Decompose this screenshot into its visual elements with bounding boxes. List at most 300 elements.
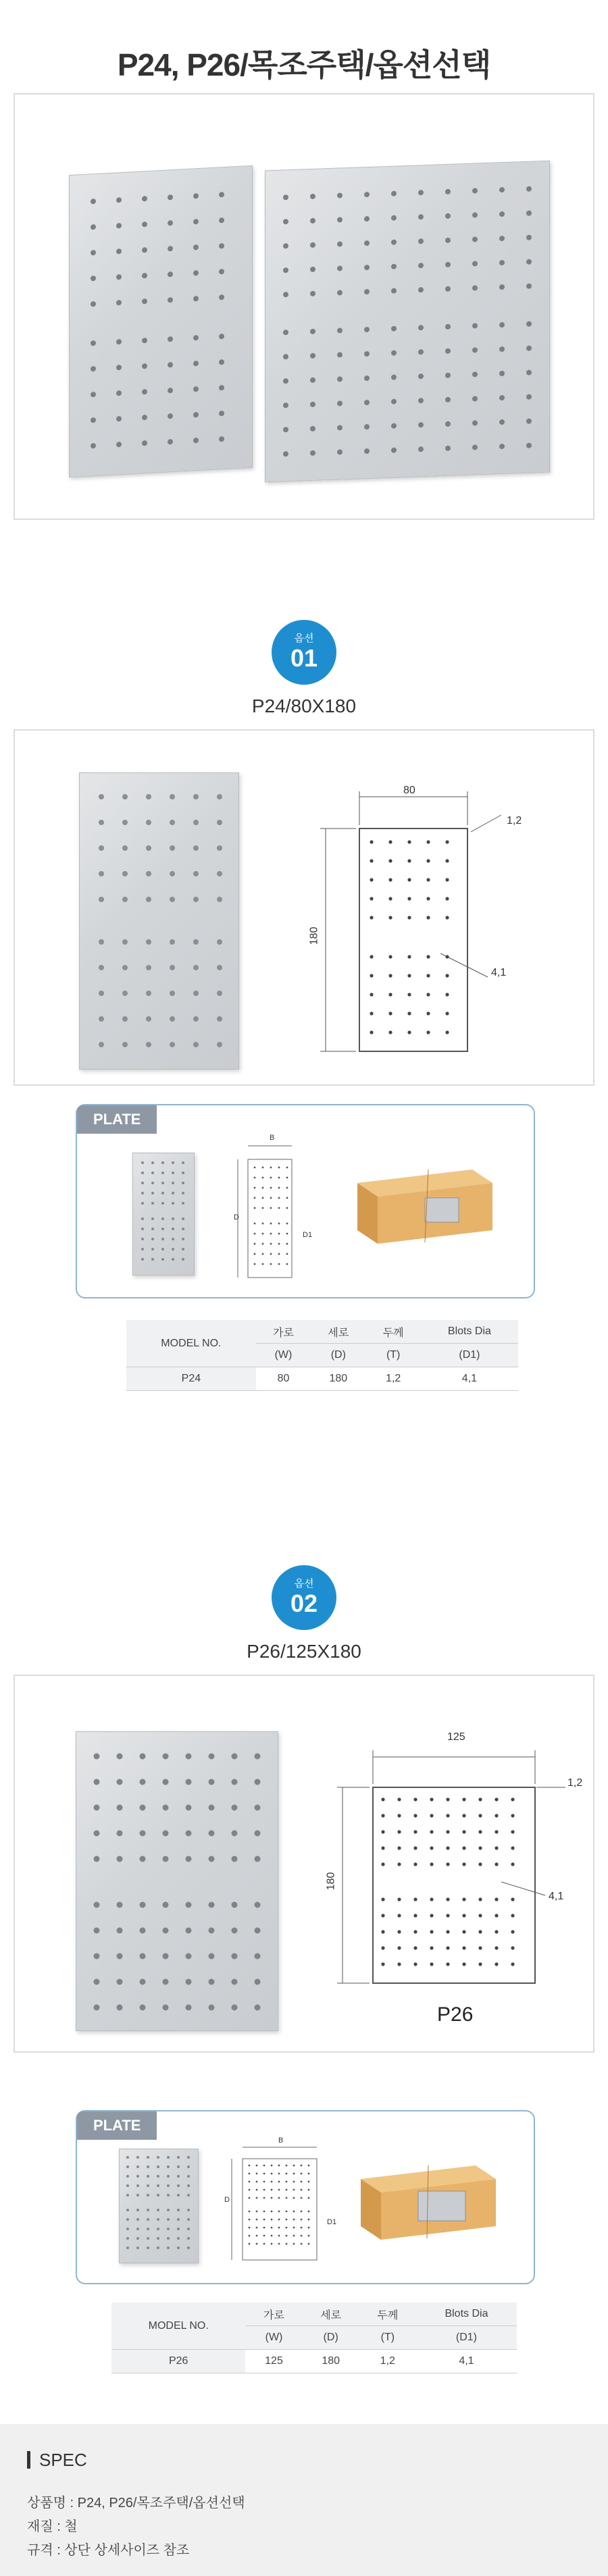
plate-hole [308,2227,310,2229]
plate-hole [370,916,373,919]
plate-hole [254,1223,256,1225]
plate-hole [391,240,397,245]
plate-hole [136,2246,139,2249]
plate-hole [161,1217,164,1220]
plate-hole [193,1016,199,1022]
plate-holes [133,1153,194,1275]
plate-hole [337,449,343,454]
plate-hole [388,897,392,900]
plate-hole [142,247,147,253]
plate-hole [370,840,373,843]
plate-hole [397,1946,401,1949]
plate-hole [249,2173,251,2175]
plate-hole [141,1238,144,1240]
plate-hole [388,840,392,843]
plate-hole [278,1187,280,1189]
plate-hole [142,389,147,394]
plate-hole [126,2175,129,2178]
plate-hole [426,916,430,919]
plate-hole [217,1016,222,1022]
plate-hole [126,2156,129,2159]
mini-technical-drawing [222,2135,324,2270]
plate-hole [254,1187,256,1189]
plate-hole [167,2237,170,2240]
spec-line-product: 상품명 : P24, P26/목조주택/옵션선택 [27,2496,245,2511]
plate-hole [445,878,449,881]
plate-hole [116,339,122,344]
plate-hole [445,897,449,900]
plate-hole [193,1042,199,1047]
plate-hole [186,1902,192,1908]
plate-hole [430,1830,433,1833]
plate-hole [193,991,199,996]
plate-hole [256,2211,258,2213]
plate-hole [170,1042,175,1047]
plate-hole [526,370,532,375]
plate-hole [499,211,505,217]
plate-hole [116,248,122,254]
wood-joint-illustration [347,2152,509,2253]
plate-p24-photo [69,165,253,477]
plate-hole [397,1962,401,1966]
plate-hole [413,1962,417,1966]
plate-hole [172,1248,174,1251]
plate-hole [122,794,128,799]
plate-hole [193,361,199,366]
plate-hole [182,1258,184,1261]
plate-hole [262,1177,264,1179]
plate-hole [388,1030,392,1034]
plate-holes [76,1732,278,2030]
plate-hole [116,223,122,228]
plate-hole [147,2209,149,2211]
plate-hole [364,448,370,454]
plate-hole [99,820,104,825]
plate-hole [308,2211,310,2213]
plate-hole [418,190,424,195]
plate-hole [278,2219,280,2221]
plate-hole [151,1161,154,1164]
badge-small-text: 옵션 [294,1578,314,1589]
plate-hole [232,1902,238,1908]
plate-hole [397,1930,401,1933]
plate-hole [286,1263,288,1265]
plate-hole [163,1953,169,1960]
plate-hole [172,1182,174,1184]
option-02-badge [272,1565,336,1630]
plate-hole [462,1962,465,1966]
table-row [126,1367,518,1391]
plate-hole [163,1831,169,1837]
plate-hole [91,443,96,448]
plate-hole [446,1846,449,1849]
plate-hole [163,1979,169,1985]
plate-hole [283,378,288,384]
plate-hole [117,1779,123,1785]
plate-hole [151,1228,154,1230]
plate-hole [193,193,199,199]
plate-hole [193,794,199,799]
plate-hole [495,1930,498,1933]
table-cell: 1,2 [359,2350,416,2373]
plate-hole [495,1846,498,1849]
plate-hole [286,1233,288,1235]
plate-hole [99,1016,104,1022]
plate-hole [310,377,315,383]
plate-hole [219,217,224,223]
plate-hole [495,1830,498,1833]
plate-hole [170,845,175,851]
plate-hole [511,1930,514,1933]
plate-hole [278,2165,280,2167]
plate-hole [283,451,288,456]
mini-dim-d1: D1 [327,2218,337,2226]
plate-hole [370,1030,373,1034]
plate-hole [256,2219,258,2221]
plate-hole [270,1243,272,1245]
plate-hole [301,2219,303,2221]
plate-hole [426,974,430,977]
plate-hole [286,2235,288,2237]
plate-hole [232,1953,238,1960]
table-header-bolt: Blots Dia [416,2303,517,2326]
plate-hole [217,820,222,825]
plate-hole [91,275,96,281]
plate-hole [126,2228,129,2230]
plate-hole [157,2175,159,2178]
plate-hole [172,1258,174,1261]
plate-hole [186,1754,192,1760]
plate-hole [418,398,424,403]
plate-hole [117,1805,123,1811]
plate-hole [270,1167,272,1169]
plate-hole [472,347,478,352]
plate-hole [263,2235,265,2237]
option-02-label: P26/125X180 [247,1641,361,1662]
plate-hole [172,1161,174,1164]
plate-hole [187,2184,190,2187]
plate-hole [219,334,224,339]
plate-hole [418,373,424,379]
table-cell: 1,2 [366,1367,421,1391]
plate-hole [286,2211,288,2213]
plate-hole [249,2165,251,2167]
plate-hole [270,1233,272,1235]
plate-hole [219,411,224,416]
plate-hole [170,897,175,902]
plate-hole [308,2197,310,2199]
plate-hole [499,346,505,352]
plate-holes [70,166,252,477]
plate-hole [426,878,430,881]
plate-hole [122,991,128,996]
plate-hole [256,2243,258,2245]
plate-hole [147,2156,149,2159]
plate-hole [271,2165,273,2167]
plate-hole [262,1207,264,1209]
plate-hole [397,1862,401,1866]
plate-hole [117,1979,123,1985]
badge-number: 02 [290,1589,318,1617]
plate-hole [472,323,478,328]
plate-hole [495,1946,498,1949]
plate-hole [182,1161,184,1164]
plate-hole [163,2005,169,2011]
plate-hole [426,897,430,900]
plate-hole [161,1228,164,1230]
plate-hole [511,1946,514,1949]
plate-hole [193,897,199,902]
plate-hole [388,955,392,958]
plate-hole [301,2211,303,2213]
plate-hole [478,1930,482,1933]
plate-hole [91,366,96,371]
plate-hole [168,413,173,419]
hero-image-frame [14,93,594,520]
plate-hole [364,289,370,294]
plate-hole [472,261,478,266]
plate-hole [255,2005,261,2011]
plate-hole [142,363,147,369]
plate-hole [117,1953,123,1960]
plate-hole [495,1862,498,1866]
plate-p24-photo [79,772,239,1070]
plate-hole [193,845,199,851]
plate-hole [147,2246,149,2249]
plate-hole [283,427,288,432]
plate-hole [249,2243,251,2245]
plate-hole [91,392,96,397]
plate-hole [278,1167,280,1169]
plate-hole [136,2156,139,2159]
plate-hole [337,241,343,246]
plate-hole [337,425,343,430]
plate-hole [136,2237,139,2240]
plate-hole [122,965,128,970]
plate-hole [445,397,451,402]
plate-hole [167,2194,170,2197]
plate-hole [418,422,424,427]
plate-hole [232,1979,238,1985]
plate-holes [80,773,238,1069]
plate-hole [407,878,411,881]
plate-hole [278,1223,280,1225]
plate-hole [495,1897,498,1901]
plate-hole [167,2175,170,2178]
plate-hole [219,192,224,197]
plate-hole [278,2181,280,2183]
plate-hole [147,2184,149,2187]
plate-hole [256,2235,258,2237]
plate-hole [262,1263,264,1265]
plate-hole [426,1011,430,1015]
plate-hole [186,1779,192,1785]
plate-hole [177,2156,180,2159]
plate-hole [397,1897,401,1901]
plate-hole [209,1928,215,1934]
plate-hole [388,993,392,996]
plate-hole [209,1979,215,1985]
plate-hole [126,2218,129,2221]
plate-hole [117,1754,123,1760]
plate-hole [219,359,224,365]
plate-hole [193,296,199,301]
plate-hole [163,1856,169,1862]
plate-hole [163,1928,169,1934]
table-sub-t: (T) [366,1344,421,1367]
plate-hole [478,1946,482,1949]
plate-hole [157,2156,159,2159]
plate-hole [286,1207,288,1209]
plate-hole [168,362,173,367]
plate-hole [262,1187,264,1189]
table-header-width: 가로 [256,1320,311,1344]
plate-hole [263,2243,265,2245]
plate-hole [337,327,343,333]
plate-hole [117,2005,123,2011]
plate-hole [232,1805,238,1811]
plate-hole [391,423,397,429]
plate-hole [445,974,449,977]
plate-hole [182,1238,184,1240]
plate-hole [445,916,449,919]
plate-hole [381,1797,384,1801]
plate-hole [511,1862,514,1866]
plate-hole [391,448,397,453]
plate-hole [407,955,411,958]
plate-hole [161,1192,164,1194]
plate-hole [388,1011,392,1015]
plate-hole [278,1243,280,1245]
plate-hole [255,1928,261,1934]
plate-hole [407,974,411,977]
plate-hole [391,375,397,380]
plate-hole [283,219,288,224]
mini-technical-drawing [231,1132,319,1288]
table-cell: 180 [311,1367,365,1391]
plate-hole [146,1016,151,1022]
plate-hole [122,845,128,851]
plate-hole [370,993,373,996]
plate-hole [157,2194,159,2197]
plate-hole [407,897,411,900]
plate-hole [286,2189,288,2191]
plate-hole [122,871,128,876]
plate-hole [278,2173,280,2175]
plate-hole [157,2184,159,2187]
plate-hole [161,1161,164,1164]
plate-hole [142,415,147,420]
plate-hole [186,2005,192,2011]
plate-hole [117,1928,123,1934]
plate-hole [94,1805,100,1811]
plate-hole [151,1238,154,1240]
plate-hole [256,2181,258,2183]
plate-hole [263,2219,265,2221]
plate-hole [136,2194,139,2197]
plate-hole [381,1962,384,1966]
plate-hole [147,2218,149,2221]
plate-hole [187,2218,190,2221]
plate-hole [278,1263,280,1265]
plate-hole [446,1830,449,1833]
plate-hole [381,1814,384,1817]
plate-hole [388,878,392,881]
plate-hole [301,2189,303,2191]
plate-hole [526,443,532,448]
plate-hole [445,955,449,958]
plate-hole [256,2227,258,2229]
plate-hole [445,348,451,354]
plate-hole [263,2181,265,2183]
plate-hole [430,1897,433,1901]
plate-hole [182,1202,184,1205]
plate-hole [413,1914,417,1917]
table-header-depth: 세로 [311,1320,365,1344]
plate-hole [278,2211,280,2213]
plate-hole [232,2005,238,2011]
plate-hole [167,2156,170,2159]
option-02-spec-table [111,2303,517,2373]
plate-hole [170,939,175,945]
plate-hole [301,2227,303,2229]
plate-hole [255,1979,261,1985]
spec-heading: SPEC [39,2450,87,2470]
plate-hole [232,1754,238,1760]
plate-hole [163,1779,169,1785]
option-01-plate-panel [76,1104,535,1298]
mini-dim-b: B [278,2136,284,2145]
plate-hole [146,1042,151,1047]
plate-hole [161,1202,164,1205]
plate-hole [170,965,175,970]
plate-hole [254,1233,256,1235]
plate-hole [407,1030,411,1034]
plate-hole [278,1253,280,1255]
plate-hole [151,1248,154,1251]
plate-hole [126,2184,129,2187]
plate-hole [167,2218,170,2221]
spec-bar-icon [27,2451,30,2469]
plate-hole [116,274,122,280]
plate-hole [140,1953,146,1960]
plate-hole [301,2173,303,2175]
plate-hole [337,217,343,222]
plate-hole [117,1831,123,1837]
plate-hole [430,1797,433,1801]
plate-hole [141,1217,144,1220]
p24-technical-drawing [285,778,569,1061]
plate-hole [142,298,147,304]
plate-hole [413,1846,417,1849]
plate-hole [122,939,128,945]
plate-hole [364,192,370,197]
plate-hole [91,199,96,204]
plate-hole [140,1831,146,1837]
plate-hole [407,840,411,843]
plate-hole [209,1831,215,1837]
table-header-model: MODEL NO. [126,1320,256,1367]
plate-hole [271,2227,273,2229]
plate-hole [430,1846,433,1849]
plate-hole [217,871,222,876]
plate-hole [262,1233,264,1235]
plate-hole [391,264,397,269]
plate-hole [308,2189,310,2191]
plate-hole [462,1797,465,1801]
plate-hole [413,1897,417,1901]
plate-hole [209,1754,215,1760]
